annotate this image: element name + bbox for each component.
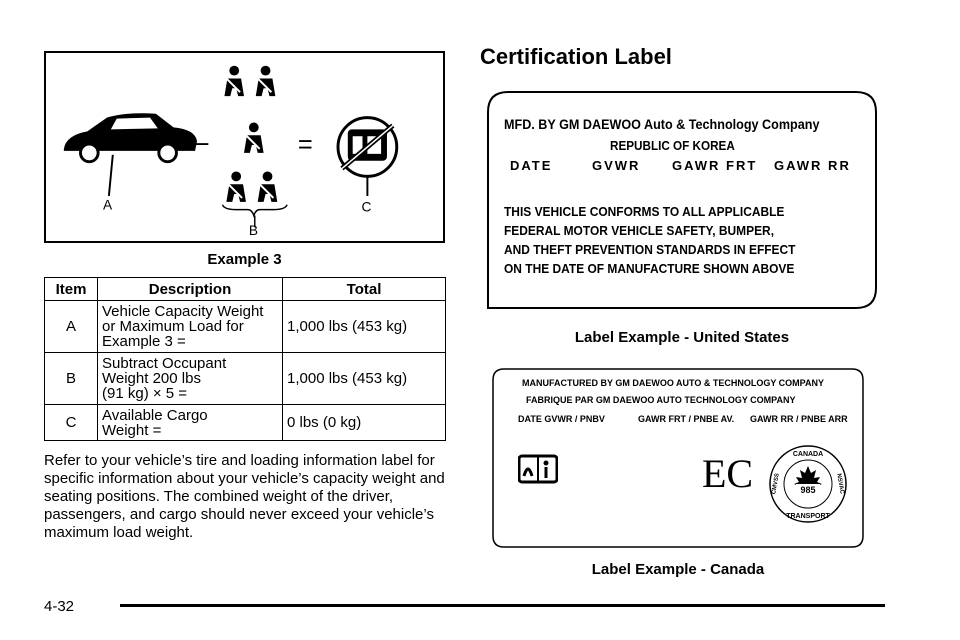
seal-top-text: CANADA xyxy=(792,451,824,458)
canada-field-gawr-rr: GAWR RR / PNBE ARR xyxy=(750,414,848,424)
cell-total: 1,000 lbs (453 kg) xyxy=(283,301,446,353)
equals-sign: = xyxy=(297,130,313,159)
canada-certification-label xyxy=(492,368,864,548)
us-label-line1: MFD. BY GM DAEWOO Auto & Technology Company xyxy=(504,116,820,132)
ec-mark: EC xyxy=(702,451,754,496)
desc-line: (91 kg) × 5 = xyxy=(102,385,188,402)
table-row xyxy=(45,301,446,353)
example3-diagram xyxy=(46,53,443,241)
us-statement-line: THIS VEHICLE CONFORMS TO ALL APPLICABLE xyxy=(504,204,785,219)
page-number: 4-32 xyxy=(44,598,75,615)
cmvss-seal-icon xyxy=(768,444,848,524)
desc-line: or Maximum Load for xyxy=(102,318,244,335)
us-statement-line: AND THEFT PREVENTION STANDARDS IN EFFECT xyxy=(504,242,796,257)
body-paragraph: Refer to your vehicle’s tire and loading information label for specific information about your vehicle’s capacity weight and seating positions. The combined weight of the driver, passengers, and cargo should never exceed your vehicle’s maximum load weight. xyxy=(44,452,445,541)
example3-caption: Example 3 xyxy=(207,251,282,268)
canada-label-line1: MANUFACTURED BY GM DAEWOO AUTO & TECHNOLOGY COMPANY xyxy=(522,378,825,388)
seal-left-text: CMVSS xyxy=(771,472,781,495)
capacity-table xyxy=(44,277,446,441)
desc-line: Available Cargo xyxy=(102,406,208,424)
cell-description xyxy=(98,405,283,441)
desc-line: Vehicle Capacity Weight xyxy=(102,303,264,320)
example3-figure xyxy=(44,51,445,243)
seal-bottom-text: TRANSPORT xyxy=(786,513,830,520)
desc-line: Weight 200 lbs xyxy=(102,370,201,387)
section-title: Certification Label xyxy=(480,44,672,69)
seatbelt-occupant-icon xyxy=(224,66,277,202)
us-statement-line: ON THE DATE OF MANUFACTURE SHOWN ABOVE xyxy=(504,261,795,276)
cell-item: C xyxy=(45,405,98,441)
canada-label-caption: Label Example - Canada xyxy=(591,561,765,578)
desc-line: Weight = xyxy=(102,421,162,439)
label-b: B xyxy=(248,223,259,239)
label-c: C xyxy=(361,199,372,215)
vehicle-icon xyxy=(64,113,197,196)
us-statement-line: FEDERAL MOTOR VEHICLE SAFETY, BUMPER, xyxy=(504,223,775,238)
cell-item: B xyxy=(45,353,98,405)
cell-total: 1,000 lbs (453 kg) xyxy=(283,353,446,405)
us-field-gawr-rr: GAWR RR xyxy=(774,158,851,173)
us-label-line2: REPUBLIC OF KOREA xyxy=(610,138,735,153)
table-row xyxy=(45,353,446,405)
minus-sign: – xyxy=(193,125,209,157)
header-item: Item xyxy=(45,278,98,301)
label-a: A xyxy=(103,197,113,213)
desc-line: Subtract Occupant xyxy=(102,355,227,372)
us-field-gawr-frt: GAWR FRT xyxy=(672,158,758,173)
cell-description xyxy=(98,353,283,405)
footer-rule xyxy=(120,604,885,607)
canada-label-line2: FABRIQUE PAR GM DAEWOO AUTO TECHNOLOGY COMPANY xyxy=(526,395,796,405)
us-field-date: DATE xyxy=(510,158,553,173)
cargo-no-occupant-icon xyxy=(338,118,397,196)
cell-item: A xyxy=(45,301,98,353)
table-header-row xyxy=(45,278,446,301)
seal-right-text: NSVAC xyxy=(835,473,845,495)
group-brace xyxy=(222,205,287,216)
canada-field-gawr-frt: GAWR FRT / PNBE AV. xyxy=(638,414,735,424)
us-certification-label xyxy=(486,90,878,310)
us-label-caption: Label Example - United States xyxy=(574,329,790,346)
header-total: Total xyxy=(283,278,446,301)
desc-line: Example 3 = xyxy=(102,333,186,350)
seal-number: 985 xyxy=(800,485,816,495)
cell-description xyxy=(98,301,283,353)
owner-manual-info-icon xyxy=(518,454,558,484)
us-field-gvwr: GVWR xyxy=(592,158,641,173)
canada-field-date: DATE GVWR / PNBV xyxy=(518,414,605,424)
header-description: Description xyxy=(98,278,283,301)
cell-total: 0 lbs (0 kg) xyxy=(283,405,446,441)
table-row xyxy=(45,405,446,441)
